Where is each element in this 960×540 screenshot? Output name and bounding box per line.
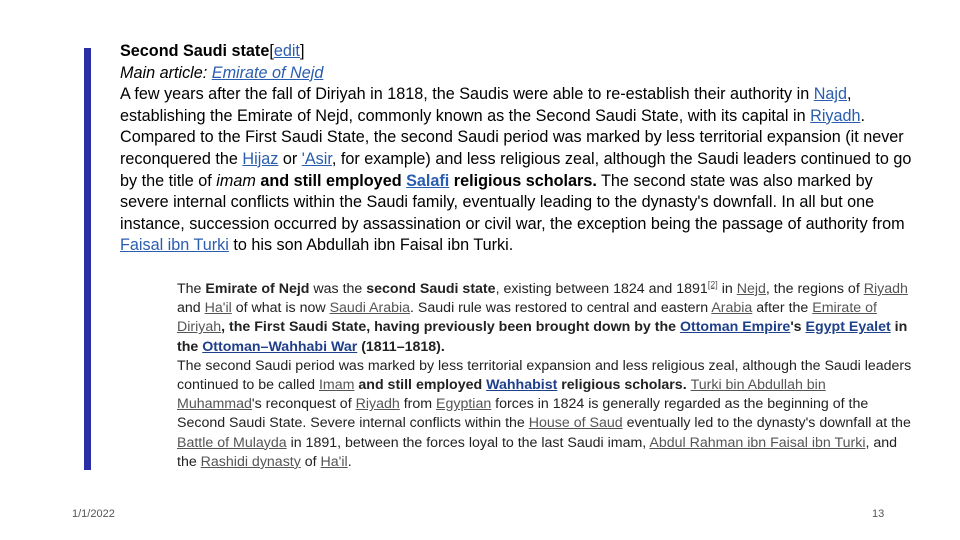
turki-link[interactable]: Turki bin Abdullah bin Muhammad [177,377,826,413]
house-of-saud-link[interactable]: House of Saud [528,415,623,432]
main-text-block [120,41,920,257]
egypt-eyalet-link[interactable]: Egypt Eyalet [805,319,891,336]
abdul-rahman-link[interactable]: Abdul Rahman ibn Faisal ibn Turki [649,434,866,451]
page-number: 13 [872,508,885,520]
egyptian-link[interactable]: Egyptian [436,396,492,413]
ottoman-wahhabi-war-link[interactable]: Ottoman–Wahhabi War [202,338,358,355]
wahhabist-link[interactable]: Wahhabist [486,377,558,394]
arabia-link[interactable]: Arabia [711,300,753,317]
emirate-diriyah-link[interactable]: Emirate of Diriyah [177,300,877,336]
main-article-line: Main article: Emirate of Nejd [120,63,324,82]
riyadh-link[interactable]: Riyadh [810,106,861,125]
faisal-link[interactable]: Faisal ibn Turki [120,236,229,255]
overlay-text-block [177,280,912,472]
overlay-paragraph-1: The Emirate of Nejd was the second Saudi state, existing between 1824 and 1891[2] in Nejd, the regions of Riyadh and Ha'il of what is now Saudi Arabia. Saudi rule was restored to central and eastern Arabia after the Emirate of Diriyah, the First Saudi State, having previously been brought down by the Ottoman Empire's Egypt Eyalet in the Ottoman–Wahhabi War (1811–1818). [177,279,908,355]
battle-mulayda-link[interactable]: Battle of Mulayda [177,434,287,451]
najd-link[interactable]: Najd [813,85,848,104]
salafi-link[interactable]: Salafi [406,171,450,190]
paragraph-1: A few years after the fall of Diriyah in 1818, the Saudis were able to re-establish their authority in Najd, establishing the Emirate of Nejd, commonly known as the Second Saudi State, with its capital in Riyadh. [120,85,866,125]
paragraph-2: Compared to the First Saudi State, the second Saudi period was marked by less territorial expansion (it never reconquered the Hijaz or 'Asir, for example) and less religious zeal, although the Saudi leaders continued to go by the title of imam and still employed Salafi religious scholars. The second state was also marked by severe internal conflicts within the Saudi family, eventually leading to the dynasty's downfall. In all but one instance, succession occurred by assassination or civil war, the exception being the passage of authority from Faisal ibn Turki to his son Abdullah ibn Faisal ibn Turki. [120,128,912,255]
ottoman-empire-link[interactable]: Ottoman Empire [679,319,791,336]
asir-link[interactable]: 'Asir [301,149,332,168]
saudi-arabia-link[interactable]: Saudi Arabia [329,300,411,317]
footer-date: 1/1/2022 [72,508,115,520]
edit-link[interactable]: edit [273,42,300,60]
overlay-paragraph-2: The second Saudi period was marked by less territorial expansion and less religious zeal, although the Saudi leaders continued to be called Imam and still employed Wahhabist religious scholars. Turki bin Abdullah bin Muhammad's reconquest of Riyadh from Egyptian forces in 1824 is generally regarded as the beginning of the Second Saudi State. Severe internal conflicts within the House of Saud eventually led to the dynasty's downfall at the Battle of Mulayda in 1891, between the forces loyal to the last Saudi imam, Abdul Rahman ibn Faisal ibn Turki, and the Rashidi dynasty of Ha'il. [177,357,912,470]
riyadh-link-2[interactable]: Riyadh [863,281,908,297]
accent-bar [84,48,91,470]
nejd-link[interactable]: Nejd [736,281,766,297]
main-article-link[interactable]: Emirate of Nejd [211,63,324,82]
hijaz-link[interactable]: Hijaz [242,149,279,168]
hail-link[interactable]: Ha'il [204,300,232,317]
imam-link[interactable]: Imam [318,377,355,394]
section-heading: Second Saudi state[edit] [120,42,305,60]
rashidi-link[interactable]: Rashidi dynasty [200,453,301,470]
citation-link[interactable]: [2] [707,279,718,290]
hail-link-2[interactable]: Ha'il [320,453,348,470]
riyadh-link-3[interactable]: Riyadh [355,396,400,413]
